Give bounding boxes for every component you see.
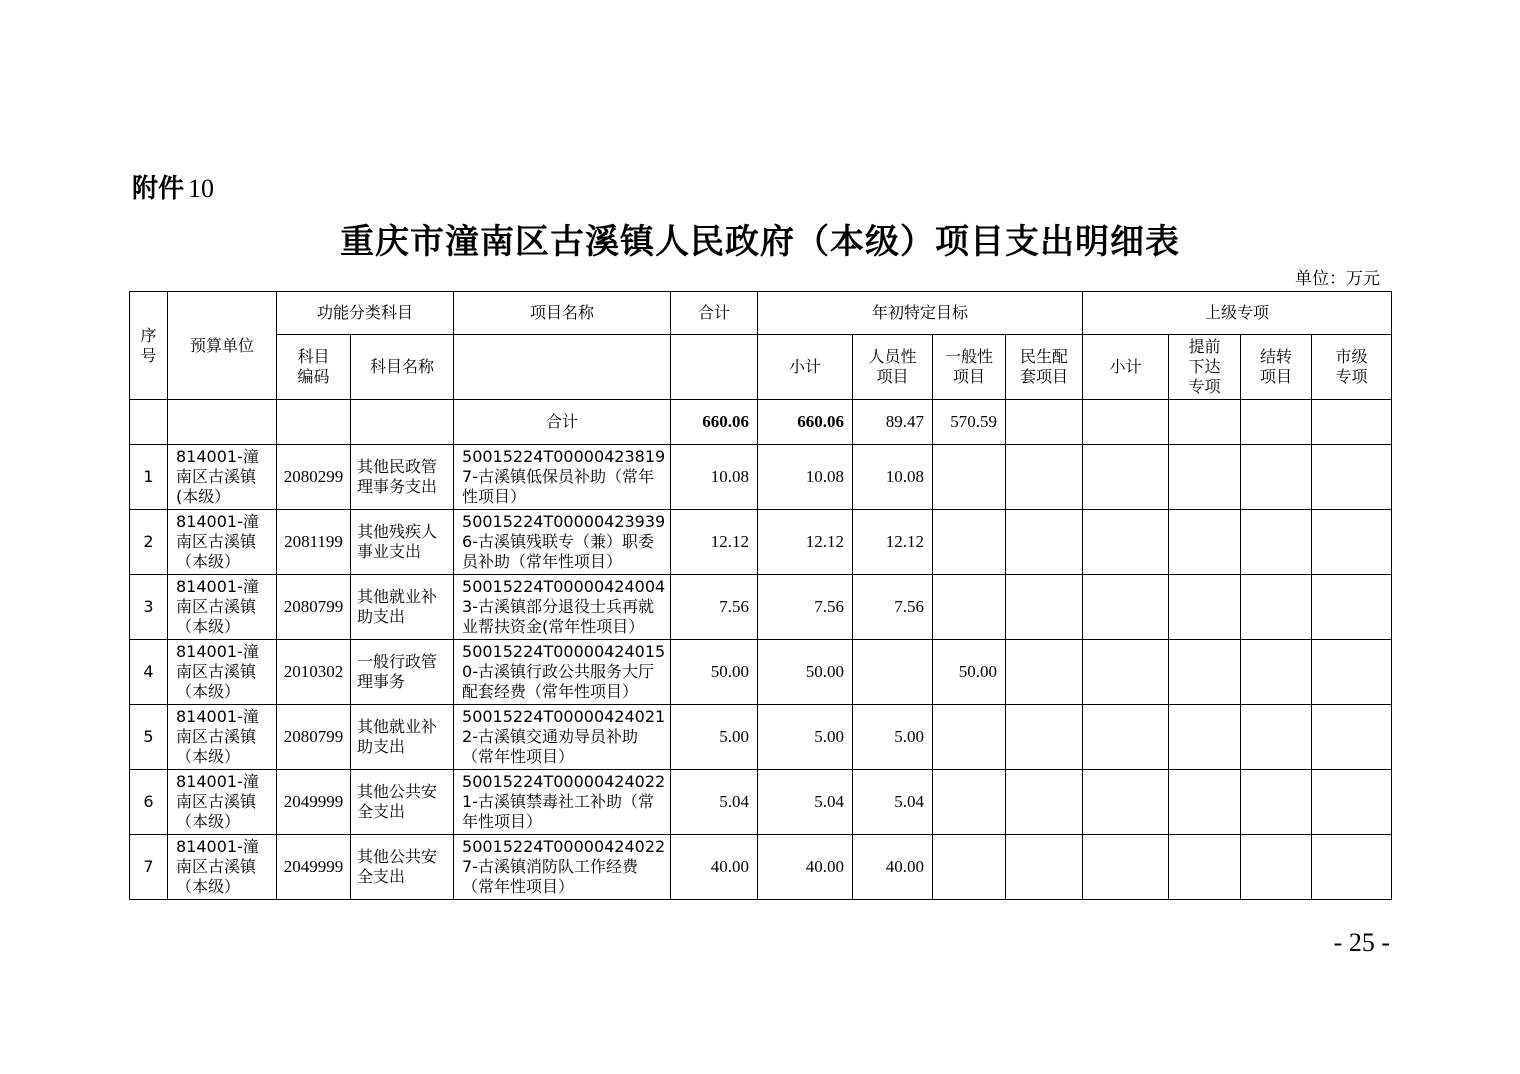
row-subject: 其他公共安全支出 (351, 835, 454, 900)
row-total: 5.00 (671, 705, 758, 770)
row-general (933, 445, 1006, 510)
row-code: 2081199 (277, 510, 351, 575)
table-row (130, 445, 1392, 510)
row-unit: 814001-潼南区古溪镇（本级） (168, 705, 277, 770)
header-superior-group: 上级专项 (1083, 292, 1392, 335)
table-row (130, 705, 1392, 770)
row-project: 50015224T000004240043-古溪镇部分退役士兵再就业帮扶资金(常年性项目） (454, 575, 671, 640)
row-total: 12.12 (671, 510, 758, 575)
row-personnel: 7.56 (853, 575, 933, 640)
row-personnel: 10.08 (853, 445, 933, 510)
row-general (933, 510, 1006, 575)
totals-general: 570.59 (933, 400, 1006, 445)
unit-note: 单位：万元 (1295, 269, 1380, 289)
header-budget-unit: 预算单位 (168, 292, 277, 400)
row-subtotal: 5.04 (758, 770, 853, 835)
row-subtotal: 7.56 (758, 575, 853, 640)
expenditure-table (129, 291, 1392, 900)
row-subject: 一般行政管理事务 (351, 640, 454, 705)
header-subject-name: 科目名称 (351, 335, 454, 400)
row-subject: 其他残疾人事业支出 (351, 510, 454, 575)
header-superior-subtotal: 小计 (1083, 335, 1169, 400)
row-code: 2080799 (277, 705, 351, 770)
header-empty-total (671, 335, 758, 400)
row-subtotal: 12.12 (758, 510, 853, 575)
header-personnel: 人员性项目 (853, 335, 933, 400)
row-project: 50015224T000004240227-古溪镇消防队工作经费（常年性项目） (454, 835, 671, 900)
table-row (130, 640, 1392, 705)
header-seq: 序号 (130, 292, 168, 400)
row-personnel: 12.12 (853, 510, 933, 575)
totals-label: 合计 (454, 400, 671, 445)
row-project: 50015224T000004240150-古溪镇行政公共服务大厅配套经费（常年性项目） (454, 640, 671, 705)
row-general (933, 705, 1006, 770)
row-unit: 814001-潼南区古溪镇（本级） (168, 575, 277, 640)
row-code: 2010302 (277, 640, 351, 705)
row-subject: 其他民政管理事务支出 (351, 445, 454, 510)
header-carryover: 结转项目 (1241, 335, 1312, 400)
row-seq: 6 (130, 770, 168, 835)
page-number: - 25 - (1333, 928, 1390, 957)
row-code: 2080799 (277, 575, 351, 640)
row-project: 50015224T000004240212-古溪镇交通劝导员补助（常年性项目） (454, 705, 671, 770)
row-personnel (853, 640, 933, 705)
row-code: 2080299 (277, 445, 351, 510)
attachment-label (132, 168, 214, 205)
totals-row (130, 400, 1392, 445)
header-project-name: 项目名称 (454, 292, 671, 335)
row-personnel: 5.00 (853, 705, 933, 770)
header-municipal: 市级专项 (1312, 335, 1392, 400)
header-advance: 提前下达专项 (1169, 335, 1241, 400)
attachment-text: 附件 (132, 174, 185, 204)
totals-subtotal: 660.06 (758, 400, 853, 445)
row-subtotal: 10.08 (758, 445, 853, 510)
row-general: 50.00 (933, 640, 1006, 705)
row-subtotal: 5.00 (758, 705, 853, 770)
row-unit: 814001-潼南区古溪镇(本级） (168, 445, 277, 510)
totals-personnel: 89.47 (853, 400, 933, 445)
row-seq: 7 (130, 835, 168, 900)
header-func-group: 功能分类科目 (277, 292, 454, 335)
header-empty-project (454, 335, 671, 400)
row-unit: 814001-潼南区古溪镇（本级） (168, 640, 277, 705)
header-row-1 (130, 292, 1392, 335)
row-unit: 814001-潼南区古溪镇（本级） (168, 770, 277, 835)
row-project: 50015224T000004239396-古溪镇残联专（兼）职委员补助（常年性项目） (454, 510, 671, 575)
row-project: 50015224T000004240221-古溪镇禁毒社工补助（常年性项目） (454, 770, 671, 835)
row-seq: 4 (130, 640, 168, 705)
table-row (130, 770, 1392, 835)
row-subject: 其他公共安全支出 (351, 770, 454, 835)
row-subtotal: 50.00 (758, 640, 853, 705)
row-total: 5.04 (671, 770, 758, 835)
header-row-2 (130, 335, 1392, 400)
row-personnel: 5.04 (853, 770, 933, 835)
table-row (130, 510, 1392, 575)
row-seq: 2 (130, 510, 168, 575)
row-seq: 1 (130, 445, 168, 510)
totals-total: 660.06 (671, 400, 758, 445)
table-row (130, 575, 1392, 640)
header-subject-code: 科目编码 (277, 335, 351, 400)
row-general (933, 835, 1006, 900)
page-title: 重庆市潼南区古溪镇人民政府（本级）项目支出明细表 (340, 222, 1180, 262)
row-subject: 其他就业补助支出 (351, 705, 454, 770)
row-general (933, 575, 1006, 640)
header-annual-group: 年初特定目标 (758, 292, 1083, 335)
row-unit: 814001-潼南区古溪镇（本级） (168, 510, 277, 575)
row-personnel: 40.00 (853, 835, 933, 900)
row-code: 2049999 (277, 770, 351, 835)
attachment-number: 10 (188, 174, 215, 203)
header-annual-subtotal: 小计 (758, 335, 853, 400)
row-total: 10.08 (671, 445, 758, 510)
header-general: 一般性项目 (933, 335, 1006, 400)
row-seq: 3 (130, 575, 168, 640)
header-livelihood: 民生配套项目 (1006, 335, 1083, 400)
row-total: 50.00 (671, 640, 758, 705)
table-row (130, 835, 1392, 900)
row-project: 50015224T000004238197-古溪镇低保员补助（常年性项目） (454, 445, 671, 510)
row-subject: 其他就业补助支出 (351, 575, 454, 640)
row-total: 7.56 (671, 575, 758, 640)
row-subtotal: 40.00 (758, 835, 853, 900)
row-total: 40.00 (671, 835, 758, 900)
row-seq: 5 (130, 705, 168, 770)
header-total: 合计 (671, 292, 758, 335)
row-unit: 814001-潼南区古溪镇（本级） (168, 835, 277, 900)
row-general (933, 770, 1006, 835)
row-code: 2049999 (277, 835, 351, 900)
